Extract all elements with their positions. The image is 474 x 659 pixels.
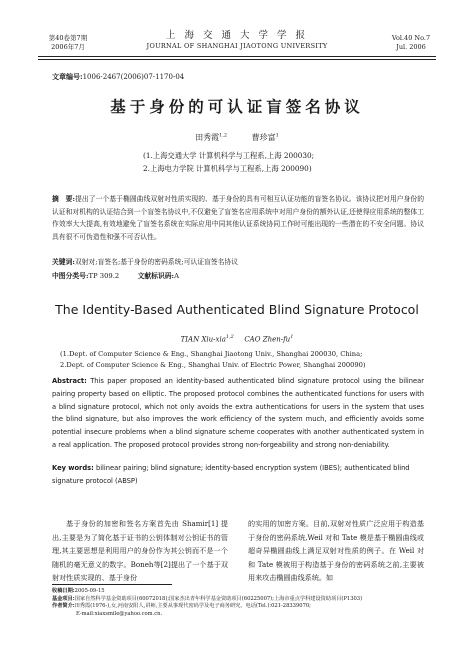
keywords-cn-label: 关键词: (52, 258, 75, 266)
author-email: E-mail:xiaxsmile@yahoo.com.cn. (76, 610, 163, 617)
abstract-en-label: Abstract: (52, 377, 87, 385)
author-affiliation-mark: 1 (275, 132, 279, 139)
header-rule-thick (38, 56, 436, 57)
affiliation-cn-1: (1.上海交通大学 计算机科学与工程系,上海 200030; (143, 151, 315, 160)
article-number-value: 1006-2467(2006)07-1170-04 (82, 73, 185, 81)
author-affiliation-mark-en: 1 (290, 334, 294, 340)
article-number-label: 文章编号: (52, 72, 83, 81)
author-bio-label: 作者简介: (52, 603, 75, 610)
keywords-cn-text: 双射对;盲签名;基于身份的密码系统;可认证盲签名协议 (74, 258, 239, 266)
journal-name-en: JOURNAL OF SHANGHAI JIAOTONG UNIVERSITY (146, 42, 328, 50)
footnote-rule (52, 584, 172, 585)
header-rule-thin (38, 59, 436, 60)
paper-title-cn: 基于身份的可认证盲签名协议 (110, 97, 364, 116)
issue-info (38, 34, 98, 52)
abstract-cn (52, 193, 424, 243)
paper-title-en: The Identity-Based Authenticated Blind Signature Protocol (55, 302, 419, 317)
abstract-en (52, 375, 424, 452)
article-number (52, 72, 184, 82)
footnote (52, 588, 424, 618)
journal-name (120, 30, 354, 51)
affiliation-en-1: (1.Dept. of Computer Science & Eng., Shanghai Jiaotong Univ., Shanghai 200030, China; (60, 350, 363, 358)
issue-info-en (386, 34, 436, 52)
author-name-en: CAO Zhen-fu (244, 335, 291, 344)
fund-label: 基金项目: (52, 595, 75, 602)
journal-name-cn: 上 海 交 通 大 学 学 报 (165, 30, 309, 41)
abstract-en-text: This paper proposed an identity-based authenticated blind signature protocol using the bilinear pairing property based on elliptic. The proposed protocol combines the authenticated functions for users with a blind signature protocol, which not only avoids the extra authentications for users in the system that uses the blind signature, but also improves the work efficiency of the system much, and efficiently avoids some potential insecure problems when a blind signature scheme cooperates with another authenticated system in a real application. The proposed protocol provides strong non-forgeability and strong non-deniability. (52, 377, 424, 449)
received-date: 2005-09-15 (74, 588, 105, 594)
doc-code-value: A (174, 272, 179, 280)
clc-value: TP 309.2 (88, 272, 120, 280)
clc-label: 中图分类号: (52, 272, 89, 280)
author-bio-text: 田秀霞(1976-),女,河南安阳人,讲师,主要从事现代密码学及电子商务研究。电话(Tel.):021-28339070; (74, 603, 311, 610)
authors-en (0, 334, 474, 343)
affiliation-cn-2: 2.上海电力学院 计算机科学与工程系,上海 200090) (143, 164, 312, 173)
author-name-en: TIAN Xiu-xia (180, 335, 226, 344)
issue-date: 2006年7月 (51, 43, 85, 51)
abstract-cn-text: 提出了一个基于椭圆曲线双射对性质实现的、基于身份的具有可相互认证功能的盲签名协议。该协议把对用户身份的认证和对机构的认证结合到一个盲签名协议中,不仅避免了盲签名应用系统中对用户身份的额外认证,还使得应用系统的整体工作效率大大提高,有效地避免了盲签名系统在实际应用中同其他认证系统协同工作时可能出现的一些潜在的不安全问题。协议具有很不可伪造性和强不可否认性。 (52, 195, 425, 241)
authors-cn (0, 132, 474, 143)
keywords-en (52, 462, 424, 488)
abstract-cn-label: 摘 要: (52, 195, 76, 203)
author-affiliation-mark: 1,2 (219, 132, 228, 139)
fund-text: 国家自然科学基金资助项目(60072018);国家杰出青年科学基金资助项目(60225007);上海市重点学科建设资助项目(P1303) (74, 595, 363, 602)
volume-issue: 第40卷第7期 (48, 34, 88, 42)
author-name: 曹珍富 (251, 133, 276, 142)
doc-code-label: 文献标识码: (137, 272, 175, 280)
classification-cn (52, 270, 179, 280)
body-column-right: 的实用的加密方案。目前,双射对性质广泛应用于构造基于身份的密码系统,Weil 对和 Tate 模是基于椭圆曲线或超奇异椭圆曲线上满足双射对性质的例子。在 Weil 对和 Tate 模被用于构造基于身份的密码系统之前,主要被用来攻击椭圆曲线系统。如 (248, 519, 424, 582)
issue-date-en: Jul. 2006 (396, 43, 426, 51)
affiliation-en-2: 2.Dept. of Computer Science & Eng., Shanghai Univ. of Electric Power, Shanghai 200090) (60, 361, 366, 369)
keywords-en-label: Key words: (52, 464, 94, 472)
volume-issue-en: Vol.40 No.7 (391, 34, 431, 42)
author-affiliation-mark-en: 1,2 (225, 334, 234, 340)
author-name: 田秀霞 (195, 133, 220, 142)
body-column-left: 基于身份的加密和签名方案首先由 Shamir[1] 提出,主要是为了简化基于证书的公钥体制对公钥证书的管理,其主要思想是利用用户的身份作为其公钥而不是一个随机的毫无意义的数字。Boneh等[2]提出了一个基于双射对性质实现的、基于身份 (52, 519, 228, 582)
keywords-cn (52, 256, 238, 266)
received-label: 收稿日期: (52, 588, 75, 594)
keywords-en-text: bilinear pairing; blind signature; identity-based encryption system (IBES); authenticated blind signature protocol (ABSP) (52, 464, 410, 485)
footnote-received (52, 588, 424, 596)
footnote-author (52, 603, 424, 611)
